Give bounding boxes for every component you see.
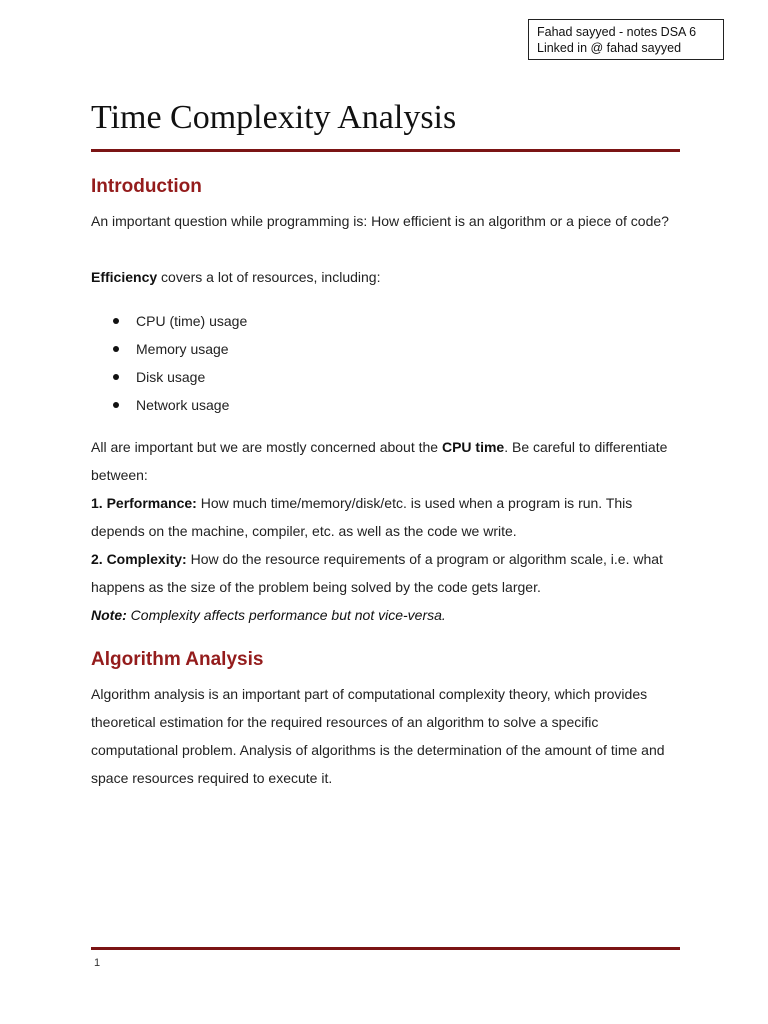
bullet-icon	[113, 346, 119, 352]
resource-list	[91, 307, 247, 419]
complexity-paragraph: 2. Complexity: How do the resource requirements of a program or algorithm scale, i.e. what happens as the size of the problem being solved by the code gets larger.	[91, 551, 663, 595]
note-label: Note:	[91, 607, 127, 623]
credit-line-1: Fahad sayyed - notes DSA 6	[537, 25, 697, 39]
performance-label: 1. Performance:	[91, 495, 197, 511]
complexity-label: 2. Complexity:	[91, 551, 187, 567]
intro-paragraph: An important question while programming is: How efficient is an algorithm or a piece of code?	[91, 213, 669, 229]
list-item: CPU (time) usage	[91, 307, 247, 335]
bullet-icon	[113, 374, 119, 380]
footer-divider	[91, 947, 680, 950]
title-divider	[91, 149, 680, 152]
cpu-time-bold: CPU time	[441, 439, 505, 455]
list-item: Network usage	[91, 391, 247, 419]
efficiency-text: covers a lot of resources, including:	[157, 269, 381, 285]
efficiency-label: Efficiency	[91, 269, 158, 285]
algorithm-analysis-heading: Algorithm Analysis	[91, 649, 264, 670]
algorithm-analysis-paragraph: Algorithm analysis is an important part of computational complexity theory, which provides theoretical estimation for the required resources of an algorithm to solve a specific computational problem. Analysis of algorithms is the determination of the amount of time and space resources required to execute it.	[91, 686, 665, 786]
note-paragraph: Note: Complexity affects performance but not vice-versa.	[91, 607, 446, 623]
performance-paragraph: 1. Performance: How much time/memory/disk/etc. is used when a program is run. This depends on the machine, compiler, etc. as well as the code we write.	[91, 495, 633, 539]
author-credit-box	[528, 19, 724, 60]
introduction-heading: Introduction	[91, 176, 202, 197]
credit-line-2: Linked in @ fahad sayyed	[537, 41, 682, 55]
list-item: Disk usage	[91, 363, 247, 391]
page-number: 1	[94, 957, 101, 969]
bullet-icon	[113, 318, 119, 324]
efficiency-paragraph	[91, 263, 681, 291]
cpu-time-paragraph: All are important but we are mostly concerned about the CPU time. Be careful to differentiate between:	[91, 439, 668, 483]
list-item: Memory usage	[91, 335, 247, 363]
bullet-icon	[113, 402, 119, 408]
document-title: Time Complexity Analysis	[91, 99, 457, 136]
